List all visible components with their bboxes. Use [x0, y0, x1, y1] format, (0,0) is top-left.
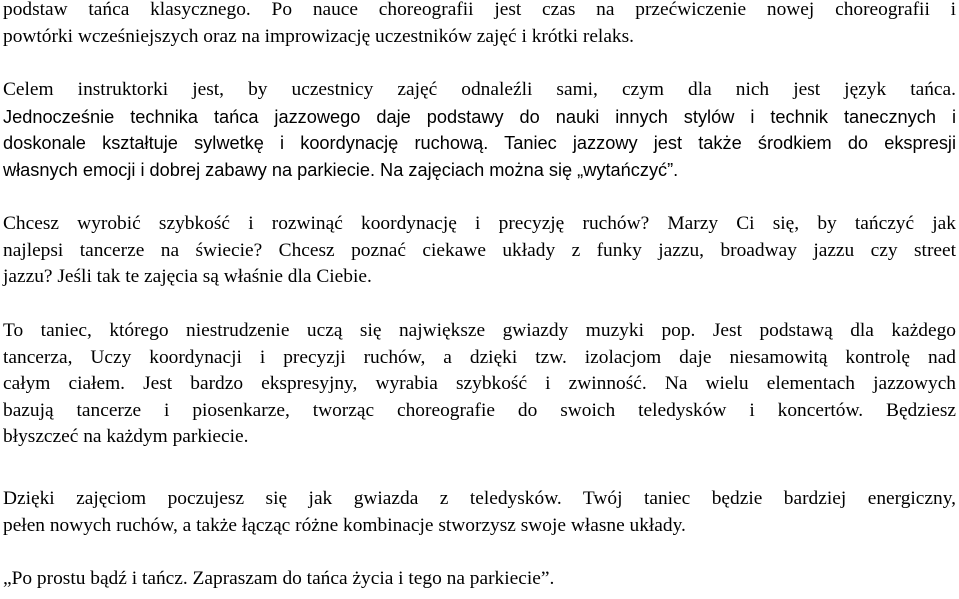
text-line: powtórki wcześniejszych oraz na improwizację uczestników zajęć i krótki relaks. [3, 25, 635, 47]
text-line: całym ciałem. Jest bardzo ekspresyjny, wyrabia szybkość i zwinność. Na wielu elementach jazzowych [3, 373, 956, 394]
text-line: Celem instruktorki jest, by uczestnicy zajęć odnaleźli sami, czym dla nich jest język tańca. [3, 79, 956, 100]
paragraph [3, 566, 956, 593]
text-line: jazzu? Jeśli tak te zajęcia są właśnie dla Ciebie. [3, 266, 372, 287]
paragraph [3, 0, 956, 50]
paragraph [3, 77, 956, 183]
text-line: „Po prostu bądź i tańcz. Zapraszam do tańca życia i tego na parkiecie”. [3, 568, 555, 589]
text-line: podstaw tańca klasycznego. Po nauce choreografii jest czas na przećwiczenie nowej choreografii i [3, 0, 956, 20]
text-line: Jednocześnie technika tańca jazzowego daje podstawy do nauki innych stylów i technik tanecznych i [3, 106, 956, 127]
text-line: To taniec, którego niestrudzenie uczą się największe gwiazdy muzyki pop. Jest podstawą dla każdego [3, 320, 956, 341]
text-line: pełen nowych ruchów, a także łącząc różne kombinacje stworzysz swoje własne układy. [3, 514, 686, 536]
paragraph [3, 318, 956, 451]
text-line: doskonale kształtuje sylwetkę i koordynację ruchową. Taniec jazzowy jest także środkiem do ekspresji [3, 133, 956, 153]
text-line: tancerza, Uczy koordynacji i precyzji ruchów, a dzięki tzw. izolacjom daje niesamowitą kontrolę nad [3, 346, 956, 368]
text-line: bazują tancerze i piosenkarze, tworząc choreografie do swoich teledysków i koncertów. Będziesz [3, 399, 956, 421]
text-line: błyszczeć na każdym parkiecie. [3, 426, 249, 447]
paragraph [3, 486, 956, 539]
text-line: Chcesz wyrobić szybkość i rozwinąć koordynację i precyzję ruchów? Marzy Ci się, by tańczyć jak [3, 213, 956, 234]
text-line: własnych emocji i dobrej zabawy na parkiecie. Na zajęciach można się „wytańczyć”. [3, 159, 679, 180]
paragraph [3, 211, 956, 291]
text-line: Dzięki zajęciom poczujesz się jak gwiazda z teledysków. Twój taniec będzie bardziej energiczny, [3, 488, 956, 509]
text-line: najlepsi tancerze na świecie? Chcesz poznać ciekawe układy z funky jazzu, broadway jazzu czy street [3, 239, 956, 261]
